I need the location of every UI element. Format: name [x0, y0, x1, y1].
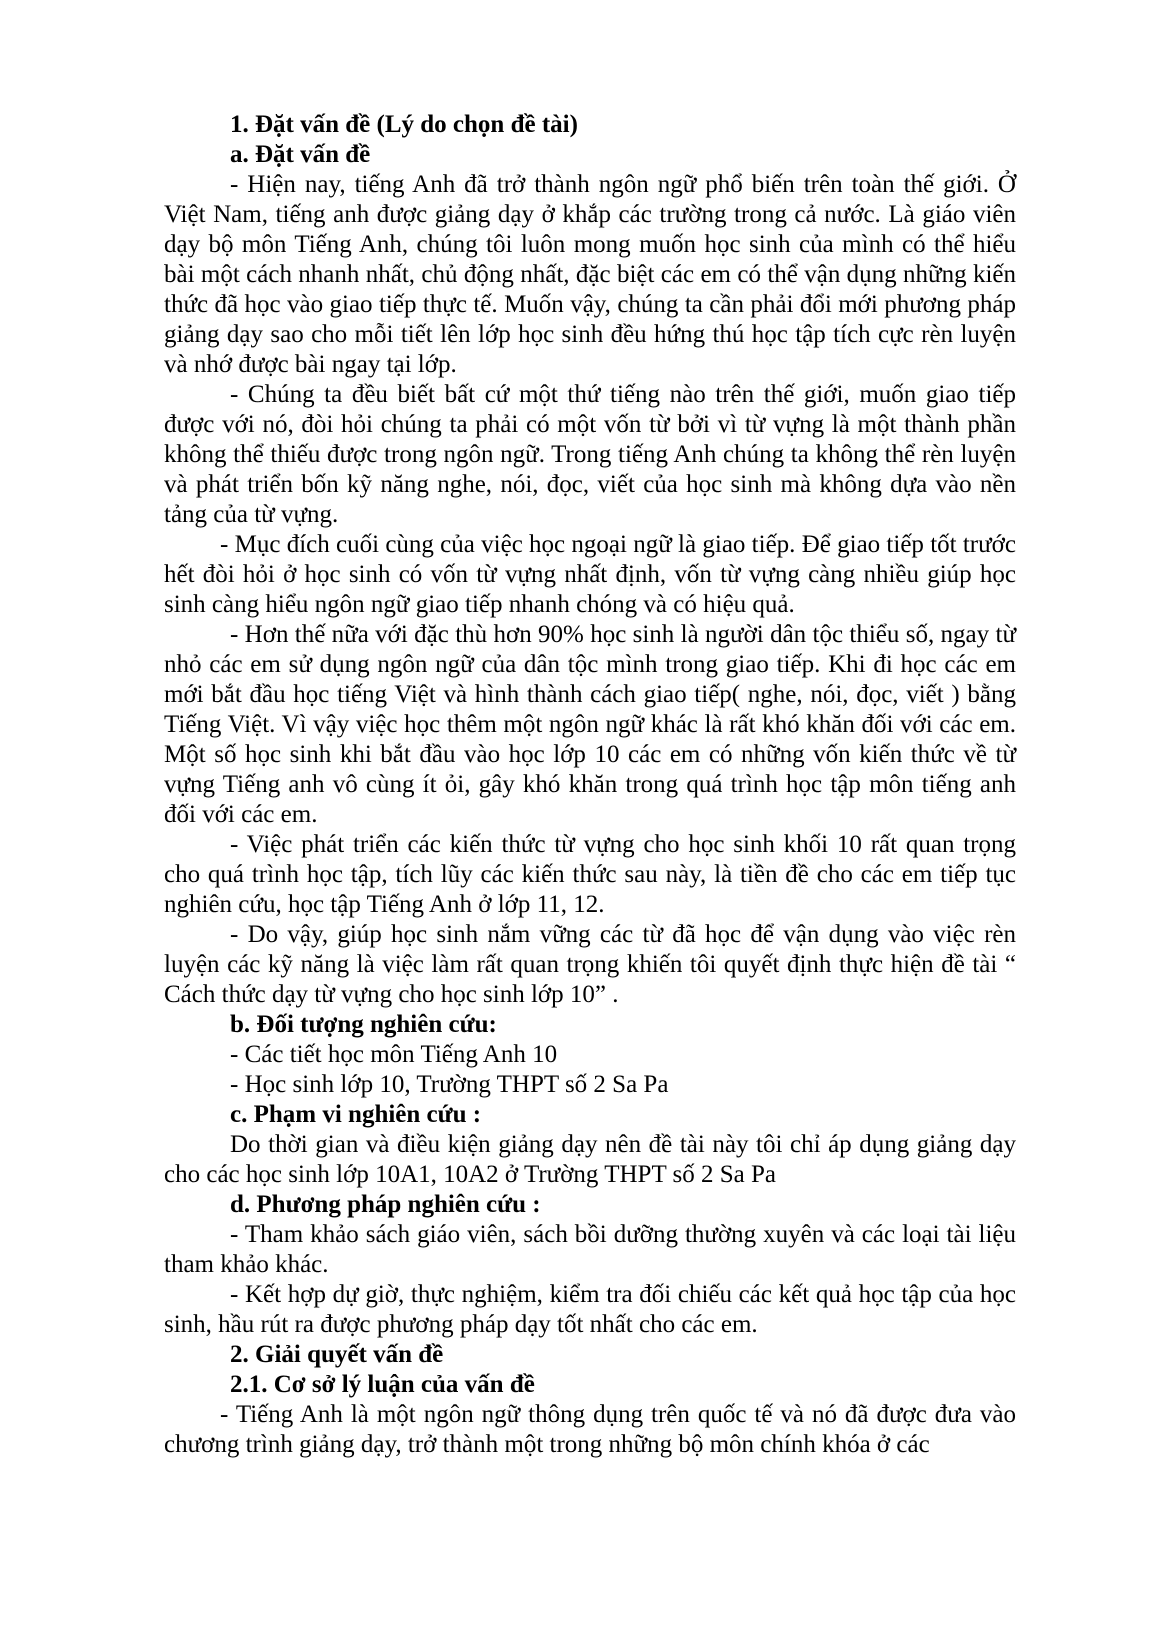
- paragraph: - Kết hợp dự giờ, thực nghiệm, kiểm tra đối chiếu các kết quả học tập của học sinh, hầu rút ra được phương pháp dạy tốt nhất cho các em.: [164, 1281, 1016, 1338]
- paragraph: - Chúng ta đều biết bất cứ một thứ tiếng nào trên thế giới, muốn giao tiếp được với nó, đòi hỏi chúng ta phải có một vốn từ bởi vì từ vựng là một thành phần không thể thiếu được trong ngôn ngữ. Trong tiếng Anh chúng ta không thể rèn luyện và phát triển bốn kỹ năng nghe, nói, đọc, viết của học sinh mà không dựa vào nền tảng của từ vựng.: [164, 381, 1016, 528]
- section-1a-heading: a. Đặt vấn đề: [230, 141, 371, 168]
- section-1d-heading: d. Phương pháp nghiên cứu :: [230, 1191, 541, 1218]
- section-1c-heading: c. Phạm vi nghiên cứu :: [230, 1101, 482, 1128]
- section-2-1-heading: 2.1. Cơ sở lý luận của vấn đề: [230, 1371, 535, 1398]
- paragraph: - Việc phát triển các kiến thức từ vựng cho học sinh khối 10 rất quan trọng cho quá trình học tập, tích lũy các kiến thức sau này, là tiền đề cho các em tiếp tục nghiên cứu, học tập Tiếng Anh ở lớp 11, 12.: [164, 831, 1016, 918]
- list-item: - Các tiết học môn Tiếng Anh 10: [230, 1041, 558, 1068]
- paragraph: - Hơn thế nữa với đặc thù hơn 90% học sinh là người dân tộc thiểu số, ngay từ nhỏ các em sử dụng ngôn ngữ của dân tộc mình trong giao tiếp. Khi đi học các em mới bắt đầu học tiếng Việt và hình thành cách giao tiếp( nghe, nói, đọc, viết ) bằng Tiếng Việt. Vì vậy việc học thêm một ngôn ngữ khác là rất khó khăn đối với các em. Một số học sinh khi bắt đầu vào học lớp 10 các em có những vốn kiến thức về từ vựng Tiếng anh vô cùng ít ỏi, gây khó khăn trong quá trình học tập môn tiếng anh đối với các em.: [164, 621, 1016, 828]
- paragraph: Do thời gian và điều kiện giảng dạy nên đề tài này tôi chỉ áp dụng giảng dạy cho các học sinh lớp 10A1, 10A2 ở Trường THPT số 2 Sa Pa: [164, 1131, 1016, 1188]
- list-item: - Học sinh lớp 10, Trường THPT số 2 Sa Pa: [230, 1071, 669, 1098]
- document-body: [164, 110, 1016, 1460]
- section-1-heading: 1. Đặt vấn đề (Lý do chọn đề tài): [230, 111, 578, 138]
- paragraph: - Tiếng Anh là một ngôn ngữ thông dụng trên quốc tế và nó đã được đưa vào chương trình giảng dạy, trở thành một trong những bộ môn chính khóa ở các: [164, 1401, 1016, 1458]
- paragraph: - Do vậy, giúp học sinh nắm vững các từ đã học để vận dụng vào việc rèn luyện các kỹ năng là việc làm rất quan trọng khiến tôi quyết định thực hiện đề tài “ Cách thức dạy từ vựng cho học sinh lớp 10” .: [164, 921, 1016, 1008]
- section-1b-heading: b. Đối tượng nghiên cứu:: [230, 1011, 497, 1038]
- paragraph: - Tham khảo sách giáo viên, sách bồi dưỡng thường xuyên và các loại tài liệu tham khảo khác.: [164, 1221, 1016, 1278]
- paragraph: - Mục đích cuối cùng của việc học ngoại ngữ là giao tiếp. Để giao tiếp tốt trước hết đòi hỏi ở học sinh có vốn từ vựng nhất định, vốn từ vựng càng nhiều giúp học sinh càng hiểu ngôn ngữ giao tiếp nhanh chóng và có hiệu quả.: [164, 531, 1016, 618]
- paragraph: - Hiện nay, tiếng Anh đã trở thành ngôn ngữ phổ biến trên toàn thế giới. Ở Việt Nam, tiếng anh được giảng dạy ở khắp các trường trong cả nước. Là giáo viên dạy bộ môn Tiếng Anh, chúng tôi luôn mong muốn học sinh của mình có thể hiểu bài một cách nhanh nhất, chủ động nhất, đặc biệt các em có thể vận dụng những kiến thức đã học vào giao tiếp thực tế. Muốn vậy, chúng ta cần phải đổi mới phương pháp giảng dạy sao cho mỗi tiết lên lớp học sinh đều hứng thú học tập tích cực rèn luyện và nhớ được bài ngay tại lớp.: [164, 171, 1016, 378]
- section-2-heading: 2. Giải quyết vấn đề: [230, 1341, 444, 1368]
